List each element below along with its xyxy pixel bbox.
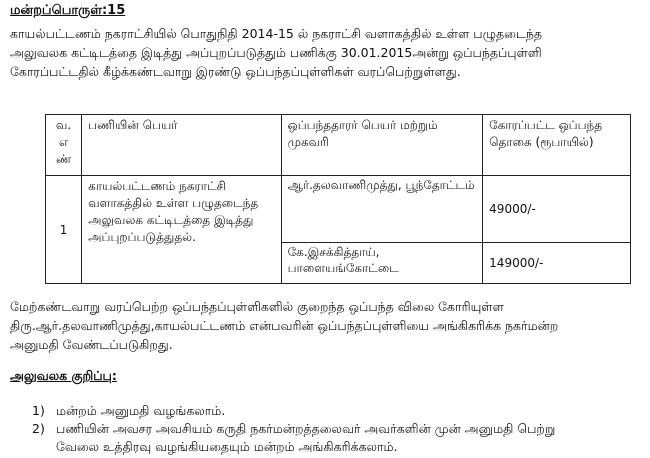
outro-paragraph xyxy=(10,297,640,354)
amount-cell: 149000/- xyxy=(483,243,631,284)
serial-header: வ. எ ண் xyxy=(46,115,82,176)
note-text xyxy=(56,420,555,456)
contractor-cell: கே.இசக்கித்தாய், பாளையங்கோட்டை xyxy=(281,243,483,284)
work-name-cell: காயல்பட்டணம் நகராட்சி வளாகத்தில் உள்ள பழுதடைந்த அலுவலக கட்டிடத்தை இடித்து அப்புறப்படுத்துதல். xyxy=(82,176,281,284)
note-line: பணியின் அவசர அவசியம் கருதி நகர்மன்றத்தலைவர் அவர்களின் முன் அனுமதி பெற்று xyxy=(56,421,556,436)
work-header: பணியின் பெயர் xyxy=(82,115,281,176)
note-line: மன்றம் அனுமதி வழங்கலாம். xyxy=(56,403,226,418)
intro-line: அலுவலக கட்டிடத்தை இடித்து அப்புறப்படுத்தும் பணிக்கு 30.01.2015அன்று ஒப்பந்தப்புள்ளி xyxy=(10,45,542,60)
outro-line: மேற்கண்டவாறு வரப்பெற்ற ஒப்பந்தப்புள்ளிகளில் குறைந்த ஒப்பந்த விலை கோரியுள்ள xyxy=(10,299,504,314)
amount-header: கோரப்பட்ட ஒப்பந்த தொகை (ரூபாயில்) xyxy=(483,115,631,176)
outro-line: திரு.ஆர்.தலவாணிமுத்து,காயல்பட்டணம் என்பவரின் ஒப்பந்தப்புள்ளியை அங்கிகரிக்க நகர்மன்ற xyxy=(10,318,559,333)
contractor-cell: ஆர்.தலவாணிமுத்து, பூந்தோட்டம் xyxy=(281,176,483,243)
amount-cell: 49000/- xyxy=(483,176,631,243)
note-line: வேலை உத்திரவு வழங்கியதையும் மன்றம் அங்கிகரிக்கலாம். xyxy=(56,439,398,454)
bids-table xyxy=(45,114,631,284)
resolution-title: மன்றப்பொருள்:15 xyxy=(10,3,126,18)
office-note-heading: அலுவலக குறிப்பு: xyxy=(10,368,117,383)
note-text xyxy=(56,402,225,420)
table-header-row xyxy=(46,115,631,176)
note-number: 2) xyxy=(32,421,45,436)
list-item xyxy=(32,402,644,420)
serial-cell: 1 xyxy=(46,176,82,284)
intro-paragraph xyxy=(10,24,640,81)
contractor-header: ஒப்பந்ததாரர் பெயர் மற்றும் முகவரி xyxy=(281,115,483,176)
office-notes-list xyxy=(32,402,644,456)
intro-line: காயல்பட்டணம் நகராட்சியில் பொதுநிதி 2014-15 ல் நகராட்சி வளாகத்தில் உள்ள பழுதடைந்த xyxy=(10,26,543,41)
note-number: 1) xyxy=(32,403,45,418)
list-item xyxy=(32,420,644,456)
table-row xyxy=(46,176,631,243)
outro-line: அனுமதி வேண்டப்படுகிறது. xyxy=(10,337,173,352)
intro-line: கோரப்பட்டதில் கீழ்க்கண்டவாறு இரண்டு ஒப்பந்தப்புள்ளிகள் வரப்பெற்றுள்ளது. xyxy=(10,64,461,79)
